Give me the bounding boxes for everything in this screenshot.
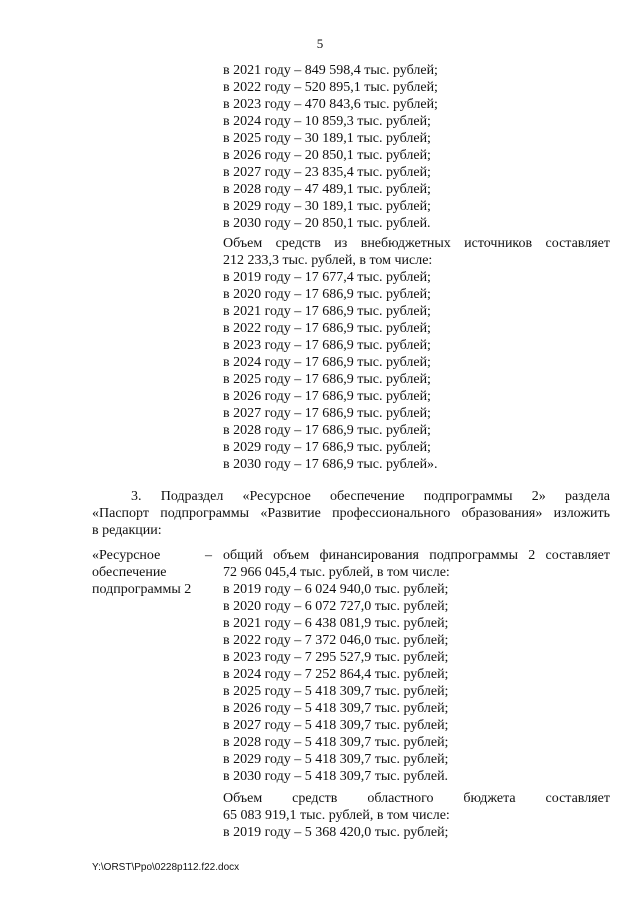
total-funding: общий объем финансирования подпрограммы 2 составляет	[223, 548, 610, 563]
subprogram-line: в 2022 году – 7 372 046,0 тыс. рублей;	[223, 633, 449, 648]
funding-line: в 2028 году – 47 489,1 тыс. рублей;	[223, 182, 431, 197]
funding-line: в 2024 году – 10 859,3 тыс. рублей;	[223, 114, 431, 129]
subprogram-line: в 2030 году – 5 418 309,7 тыс. рублей.	[223, 769, 449, 784]
regional-budget-total: 65 083 919,1 тыс. рублей, в том числе:	[223, 808, 450, 823]
funding-line: в 2025 году – 30 189,1 тыс. рублей;	[223, 131, 431, 146]
subprogram-line: в 2021 году – 6 438 081,9 тыс. рублей;	[223, 616, 449, 631]
extrabudget-line: в 2024 году – 17 686,9 тыс. рублей;	[223, 355, 431, 370]
subprogram-line: в 2020 году – 6 072 727,0 тыс. рублей;	[223, 599, 449, 614]
resource-label: подпрограммы 2	[92, 582, 192, 597]
extrabudget-line: в 2025 году – 17 686,9 тыс. рублей;	[223, 372, 431, 387]
regional-budget-intro: Объем средств областного бюджета составляет	[223, 791, 610, 806]
extrabudget-line: в 2021 году – 17 686,9 тыс. рублей;	[223, 304, 431, 319]
funding-line: в 2022 году – 520 895,1 тыс. рублей;	[223, 80, 438, 95]
subprogram-line: в 2024 году – 7 252 864,4 тыс. рублей;	[223, 667, 449, 682]
section-3-text-end: в редакции:	[92, 523, 162, 538]
file-path-footer: Y:\ORST\Ppo\0228p112.f22.docx	[92, 862, 240, 873]
total-funding-amount: 72 966 045,4 тыс. рублей, в том числе:	[223, 565, 450, 580]
funding-line: в 2029 году – 30 189,1 тыс. рублей;	[223, 199, 431, 214]
subprogram-line: в 2027 году – 5 418 309,7 тыс. рублей;	[223, 718, 449, 733]
extrabudget-intro: Объем средств из внебюджетных источников составляет	[223, 236, 610, 251]
subprogram-line: в 2025 году – 5 418 309,7 тыс. рублей;	[223, 684, 449, 699]
extrabudget-line: в 2026 году – 17 686,9 тыс. рублей;	[223, 389, 431, 404]
extrabudget-line: в 2023 году – 17 686,9 тыс. рублей;	[223, 338, 431, 353]
subprogram-line: в 2023 году – 7 295 527,9 тыс. рублей;	[223, 650, 449, 665]
extrabudget-line: в 2022 году – 17 686,9 тыс. рублей;	[223, 321, 431, 336]
extrabudget-line: в 2030 году – 17 686,9 тыс. рублей».	[223, 457, 438, 472]
extrabudget-line: в 2027 году – 17 686,9 тыс. рублей;	[223, 406, 431, 421]
extrabudget-total: 212 233,3 тыс. рублей, в том числе:	[223, 253, 433, 268]
subprogram-line: в 2028 году – 5 418 309,7 тыс. рублей;	[223, 735, 449, 750]
resource-label: обеспечение	[92, 565, 167, 580]
regional-budget-line: в 2019 году – 5 368 420,0 тыс. рублей;	[223, 825, 449, 840]
section-3-text: «Паспорт подпрограммы «Развитие профессионального образования» изложить	[92, 506, 610, 521]
section-3-heading: 3. Подраздел «Ресурсное обеспечение подпрограммы 2» раздела	[131, 489, 610, 504]
subprogram-line: в 2029 году – 5 418 309,7 тыс. рублей;	[223, 752, 449, 767]
resource-label: «Ресурсное	[92, 548, 161, 563]
subprogram-line: в 2026 году – 5 418 309,7 тыс. рублей;	[223, 701, 449, 716]
extrabudget-line: в 2019 году – 17 677,4 тыс. рублей;	[223, 270, 431, 285]
extrabudget-line: в 2029 году – 17 686,9 тыс. рублей;	[223, 440, 431, 455]
extrabudget-line: в 2020 году – 17 686,9 тыс. рублей;	[223, 287, 431, 302]
separator-dash: –	[205, 548, 212, 563]
page-number: 5	[316, 36, 324, 51]
subprogram-line: в 2019 году – 6 024 940,0 тыс. рублей;	[223, 582, 449, 597]
extrabudget-line: в 2028 году – 17 686,9 тыс. рублей;	[223, 423, 431, 438]
funding-line: в 2026 году – 20 850,1 тыс. рублей;	[223, 148, 431, 163]
funding-line: в 2027 году – 23 835,4 тыс. рублей;	[223, 165, 431, 180]
funding-line: в 2023 году – 470 843,6 тыс. рублей;	[223, 97, 438, 112]
funding-line: в 2030 году – 20 850,1 тыс. рублей.	[223, 216, 431, 231]
funding-line: в 2021 году – 849 598,4 тыс. рублей;	[223, 63, 438, 78]
